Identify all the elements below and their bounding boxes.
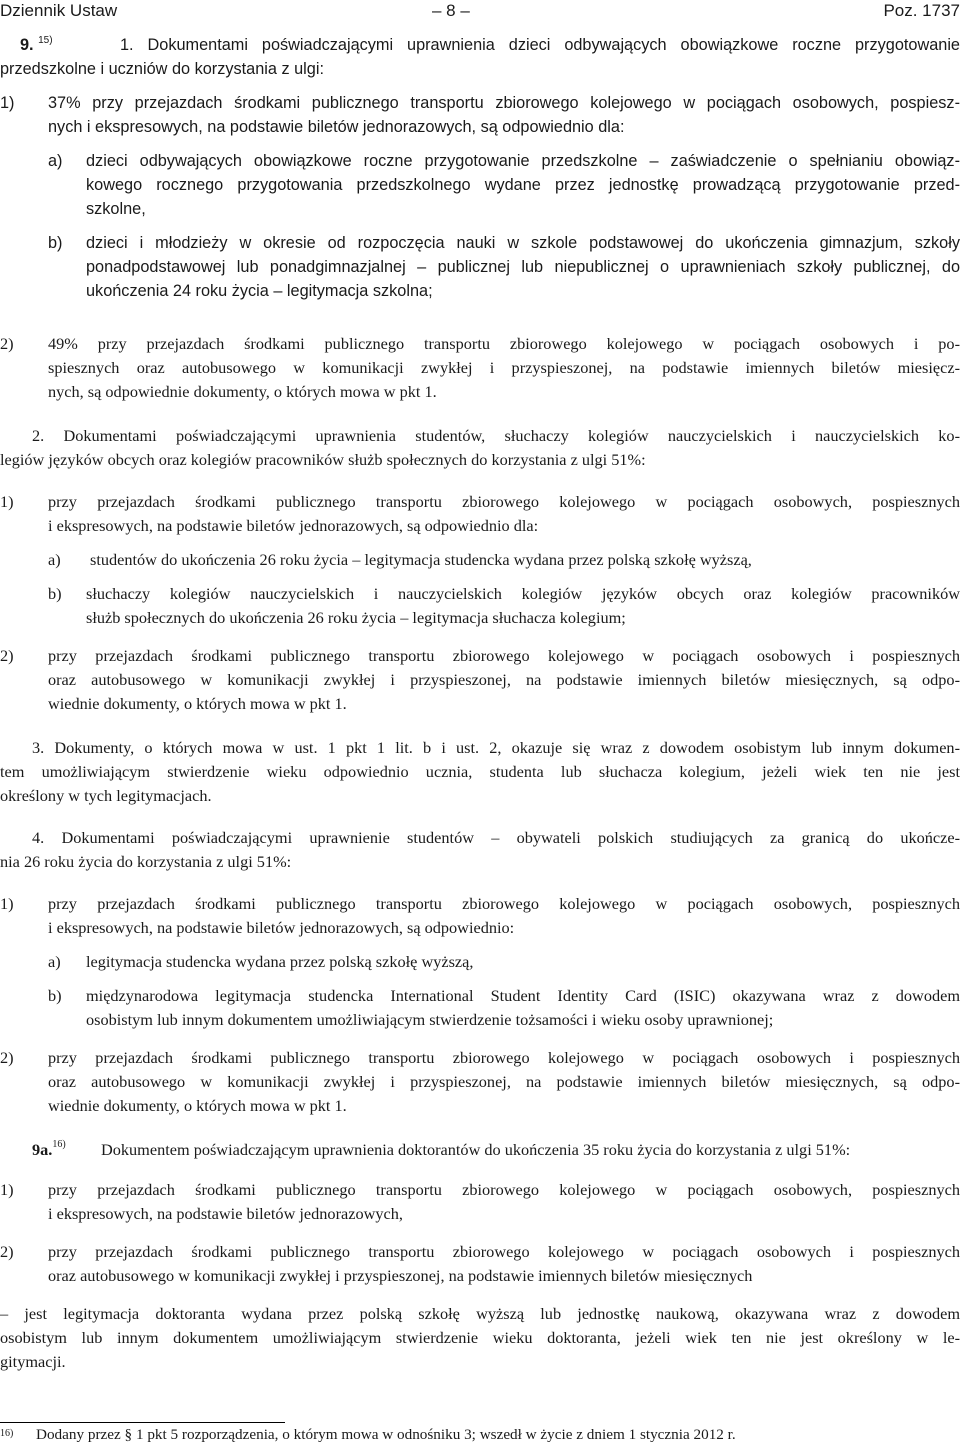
item-line: nych, są odpowiednie dokumenty, o których mowa w pkt 1. bbox=[48, 382, 437, 401]
item-line: 49% przy przejazdach środkami publicznego transportu zbiorowego kolejowego w pociągach osobowych i po- bbox=[48, 334, 960, 353]
item-line: przy przejazdach środkami publicznego transportu zbiorowego kolejowego w pociągach osobowych, pospiesznych bbox=[48, 894, 960, 913]
closing-line: – jest legitymacja doktoranta wydana przez polską szkołę wyższą lub jednostkę naukową, okazywana wraz z dowodem bbox=[0, 1304, 960, 1323]
item-line: spiesznych oraz autobusowego w komunikacji zwykłej i przyspieszonej, na podstawie imiennych biletów miesięcz- bbox=[48, 358, 960, 377]
paragraph-line: nia 26 roku życia do korzystania z ulgi 51%: bbox=[0, 852, 292, 871]
item-line: oraz autobusowego w komunikacji zwykłej i przyspieszonej, na podstawie imiennych biletów miesięcznych, są odpo- bbox=[48, 1072, 960, 1091]
item-line: nych i ekspresowych, na podstawie biletów jednorazowych, są odpowiednio dla: bbox=[48, 118, 625, 136]
paragraph-line: określony w tych legitymacjach. bbox=[0, 786, 212, 805]
section-9a-heading: 9a.$^{16)}$ bbox=[32, 1139, 66, 1159]
item-line: przy przejazdach środkami publicznego transportu zbiorowego kolejowego w pociągach osobowych, pospiesznych bbox=[48, 1180, 960, 1199]
footnote-ref-16: 16) bbox=[52, 1139, 66, 1150]
item-line: przy przejazdach środkami publicznego transportu zbiorowego kolejowego w pociągach osobowych i pospiesznych bbox=[48, 1048, 960, 1067]
subitem-line: szkolne, bbox=[86, 200, 146, 218]
subitem-line: ukończenia 24 roku życia – legitymacja szkolna; bbox=[86, 282, 433, 300]
subitem-line: ponadpodstawowej lub ponadgimnazjalnej – publicznej lub niepublicznej o uprawnieniach szkoły publicznej, do bbox=[86, 258, 960, 276]
item-line: oraz autobusowego w komunikacji zwykłej i przyspieszonej, na podstawie imiennych biletów miesięcznych bbox=[48, 1266, 753, 1285]
paragraph-line: Dokumentem poświadczającym uprawnienia doktorantów do ukończenia 35 roku życia do korzystania z ulgi 51%: bbox=[101, 1140, 851, 1159]
footnote-ref-15: 15) bbox=[38, 35, 53, 46]
item-number: 1) bbox=[0, 492, 14, 511]
item-line: przy przejazdach środkami publicznego transportu zbiorowego kolejowego w pociągach osobowych i pospiesznych bbox=[48, 1242, 960, 1261]
item-line: i ekspresowych, na podstawie biletów jednorazowych, są odpowiednio: bbox=[48, 918, 515, 937]
item-line: 37% przy przejazdach środkami publicznego transportu zbiorowego kolejowego w pociągach osobowych, pospiesz- bbox=[48, 94, 960, 112]
paragraph-line: legiów języków obcych oraz kolegiów pracowników służb społecznych do korzystania z ulgi 51%: bbox=[0, 450, 646, 469]
item-line: i ekspresowych, na podstawie biletów jednorazowych, bbox=[48, 1204, 403, 1223]
footnote-text: Dodany przez § 1 pkt 5 rozporządzenia, o którym mowa w odnośniku 3; wszedł w życie z dniem 1 stycznia 2012 r. bbox=[36, 1426, 736, 1443]
paragraph-line: 4. Dokumentami poświadczającymi uprawnienie studentów – obywateli polskich studiujących za granicą do ukończe- bbox=[32, 828, 960, 847]
subitem-letter: a) bbox=[48, 550, 61, 569]
subitem-letter: a) bbox=[48, 952, 61, 971]
paragraph-line: przedszkolne i uczniów do korzystania z ulgi: bbox=[0, 60, 324, 78]
subitem-line: służb społecznych do ukończenia 26 roku życia – legitymacja słuchacza kolegium; bbox=[86, 608, 626, 627]
publication-title: Dziennik Ustaw bbox=[0, 1, 118, 20]
item-number: 2) bbox=[0, 1048, 14, 1067]
item-line: wiednie dokumenty, o których mowa w pkt 1. bbox=[48, 1096, 347, 1115]
subitem-line: międzynarodowa legitymacja studencka International Student Identity Card (ISIC) okazywana wraz z dowodem bbox=[86, 986, 960, 1005]
subitem-letter: b) bbox=[48, 986, 62, 1005]
item-number: 1) bbox=[0, 94, 15, 112]
subitem-line: studentów do ukończenia 26 roku życia – legitymacja studencka wydana przez polską szkołę wyższą, bbox=[90, 550, 752, 569]
item-line: przy przejazdach środkami publicznego transportu zbiorowego kolejowego w pociągach osobowych, pospiesznych bbox=[48, 492, 960, 511]
item-number: 1) bbox=[0, 894, 14, 913]
subitem-line: legitymacja studencka wydana przez polską szkołę wyższą, bbox=[86, 952, 474, 971]
item-number: 2) bbox=[0, 646, 14, 665]
item-line: i ekspresowych, na podstawie biletów jednorazowych, są odpowiednio dla: bbox=[48, 516, 539, 535]
subitem-line: słuchaczy kolegiów nauczycielskich i nauczycielskich kolegiów języków obcych oraz kolegiów pracowników bbox=[86, 584, 960, 603]
paragraph-line: 1. Dokumentami poświadczającymi uprawnienia dzieci odbywających obowiązkowe roczne przygotowanie bbox=[120, 36, 960, 54]
subitem-line: osobistym lub innym dokumentem umożliwiającym stwierdzenie tożsamości i wieku osoby uprawnionej; bbox=[86, 1010, 774, 1029]
subitem-line: kowego rocznego przygotowania przedszkolnego wydane przez jednostkę prowadzącą przygotowanie przed- bbox=[86, 176, 960, 194]
subitem-letter: a) bbox=[48, 152, 63, 170]
position-number: Poz. 1737 bbox=[883, 1, 960, 20]
paragraph-line: tem umożliwiającym stwierdzenie wieku odpowiednio ucznia, studenta lub słuchacza kolegium, jeżeli wiek ten nie jest bbox=[0, 762, 960, 781]
subitem-line: dzieci i młodzieży w okresie od rozpoczęcia nauki w szkole podstawowej do ukończenia gimnazjum, szkoły bbox=[86, 234, 960, 252]
item-line: oraz autobusowego w komunikacji zwykłej i przyspieszonej, na podstawie imiennych biletów miesięcznych, są odpo- bbox=[48, 670, 960, 689]
closing-line: gitymacji. bbox=[0, 1352, 66, 1371]
item-number: 2) bbox=[0, 334, 14, 353]
footnote-separator bbox=[0, 1422, 285, 1423]
section-9-heading: 9. $^{15)}$ bbox=[20, 35, 53, 54]
item-line: przy przejazdach środkami publicznego transportu zbiorowego kolejowego w pociągach osobowych i pospiesznych bbox=[48, 646, 960, 665]
page-number: – 8 – bbox=[432, 1, 470, 20]
paragraph-line: 2. Dokumentami poświadczającymi uprawnienia studentów, słuchaczy kolegiów nauczycielskich i nauczycielskich ko- bbox=[32, 426, 960, 445]
item-line: wiednie dokumenty, o których mowa w pkt 1. bbox=[48, 694, 347, 713]
subitem-letter: b) bbox=[48, 234, 63, 252]
subitem-letter: b) bbox=[48, 584, 62, 603]
paragraph-line: 3. Dokumenty, o których mowa w ust. 1 pkt 1 lit. b i ust. 2, okazuje się wraz z dowodem osobistym lub innym dokumen- bbox=[32, 738, 960, 757]
item-number: 2) bbox=[0, 1242, 14, 1261]
item-number: 1) bbox=[0, 1180, 14, 1199]
subitem-line: dzieci odbywających obowiązkowe roczne przygotowanie przedszkolne – zaświadczenie o spełnianiu obowiąz- bbox=[86, 152, 960, 170]
footnote-number: 16) bbox=[0, 1428, 14, 1439]
closing-line: osobistym lub innym dokumentem umożliwiającym stwierdzenie wieku doktoranta, jeżeli wiek ten nie jest określony w le- bbox=[0, 1328, 960, 1347]
